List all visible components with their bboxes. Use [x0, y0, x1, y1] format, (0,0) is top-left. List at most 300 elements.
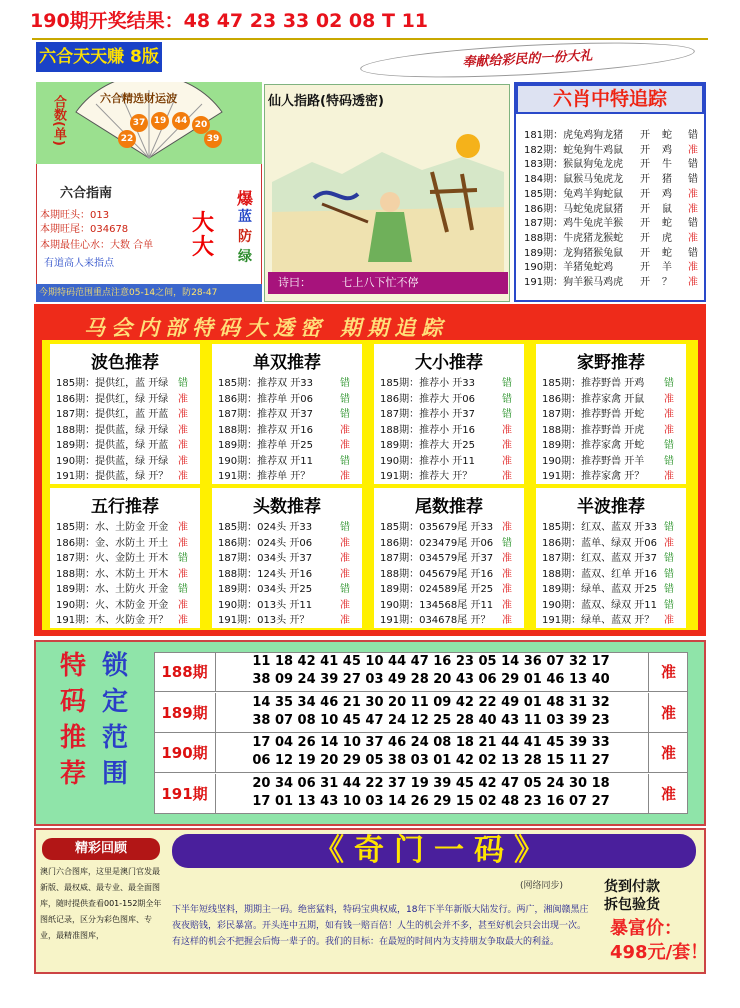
- tracker-result: 准: [688, 232, 698, 244]
- card-row: [542, 611, 654, 625]
- tracker-animals: 羊猪兔蛇鸡: [563, 262, 614, 274]
- card-row-text: 188期：提供蓝，绿 开绿: [56, 424, 169, 436]
- card-row-text: 188期：水、木防土 开木: [56, 568, 169, 580]
- card-row-result: 准: [502, 553, 512, 564]
- fan-label: 合数(单): [51, 95, 66, 146]
- card-row: [380, 611, 490, 625]
- card-row-result: 错: [664, 378, 674, 389]
- card-row-result: 错: [664, 522, 674, 533]
- card-row: [542, 390, 644, 404]
- spec-char: 范: [102, 723, 129, 753]
- card-row: [56, 421, 168, 435]
- tracker-result: 准: [688, 203, 698, 215]
- card-row: [542, 374, 644, 388]
- card-row-result: 准: [178, 568, 188, 580]
- card-row-text: 189期：034头 开25: [218, 584, 313, 595]
- card-row-result: 错: [340, 455, 350, 467]
- tracker-row: [524, 258, 702, 273]
- card-row: [218, 611, 309, 625]
- tracker-period: 187期：: [524, 218, 564, 230]
- card-row-result: 准: [340, 615, 350, 626]
- prediction-card: [212, 344, 362, 484]
- review-title: 精彩回顾: [42, 838, 160, 860]
- special-left-chars: [60, 648, 86, 792]
- fan-ball: 39: [204, 130, 222, 148]
- card-row-text: 190期：推荐小 开11: [380, 455, 475, 467]
- card-row-result: 错: [178, 584, 188, 595]
- card-row-result: 准: [178, 599, 188, 611]
- special-right-chars: [102, 648, 128, 792]
- card-row: [56, 518, 168, 532]
- tracker-row: [524, 273, 702, 288]
- card-row-text: 187期：推荐双 开37: [218, 409, 313, 420]
- guide-big-1: 大: [192, 211, 215, 236]
- card-row-result: 准: [664, 409, 674, 420]
- qimen-title: 《奇门一码》: [314, 833, 554, 868]
- spec-char: 定: [102, 687, 129, 717]
- card-row: [380, 405, 475, 419]
- card-row: [56, 580, 168, 594]
- tracker-result: 错: [688, 159, 698, 171]
- tracker-kai: 开: [640, 159, 650, 171]
- card-row-text: 189期：提供蓝，绿 开蓝: [56, 440, 169, 451]
- band-title: 马会内部特码大透密 期期追踪: [84, 316, 449, 340]
- card-row-result: 准: [178, 455, 188, 467]
- card-row: [218, 549, 312, 563]
- promo-text: 下半年短线坚料，期期主一码。绝密猛料，特码宝典权威，18年下半年新版大陆发行。两广，湘闽赣黑庄夜夜赔钱，彩民暴富。开头连中五期，如有钱一赔百倍！人生的机会并不多，甚至好机会只会出现一次。有这样的机会不把握会后悔一辈子的。我们的目标：在最短的时间内为支持朋友争取最大的利益。: [172, 905, 589, 947]
- tracker-kai: 开: [640, 277, 650, 288]
- card-row: [218, 534, 312, 548]
- fan-ball: 20: [192, 116, 210, 134]
- card-row-result: 准: [664, 424, 674, 436]
- card-row-text: 185期：水、土防金 开金: [56, 522, 169, 533]
- price-label: 暴富价：: [610, 918, 682, 939]
- tracker-row: [524, 185, 702, 200]
- card-row: [380, 421, 475, 435]
- card-row-result: 准: [340, 440, 350, 451]
- prediction-card: [50, 488, 200, 628]
- card-row-text: 189期：推荐家禽 开蛇: [542, 440, 645, 451]
- guide-title: 六合指南: [60, 186, 113, 201]
- card-row: [218, 436, 313, 450]
- card-row-result: 错: [178, 378, 188, 389]
- special-numbers: [216, 775, 646, 811]
- card-row-result: 错: [502, 378, 512, 389]
- price-value: 498元/套！: [610, 942, 709, 963]
- tracker-zodiac: 牛: [662, 159, 672, 171]
- mid-title: 仙人指路(特码透密): [268, 94, 384, 109]
- poem-bar: [268, 272, 508, 294]
- tracker-period: 186期：: [524, 203, 564, 215]
- tracker-result: 准: [688, 188, 698, 200]
- tracker-period: 184期：: [524, 174, 564, 186]
- guide-row: 本期旺头：013: [40, 210, 110, 221]
- card-row-result: 错: [664, 455, 674, 467]
- card-title: 单双推荐: [253, 353, 321, 373]
- tracker-kai: 开: [640, 232, 650, 244]
- card-row-result: 准: [178, 537, 188, 549]
- spec-char: 围: [102, 759, 129, 789]
- prediction-card: [536, 488, 686, 628]
- card-row: [56, 452, 168, 466]
- card-row-text: 191期：034678尾 开？: [380, 615, 491, 626]
- special-numbers: [216, 694, 646, 730]
- brand-badge: 六合天天赚 8版: [36, 42, 162, 72]
- divider: [32, 38, 708, 40]
- card-row: [218, 452, 313, 466]
- spec-char: 推: [60, 723, 87, 753]
- spec-char: 锁: [102, 651, 129, 681]
- card-row-result: 准: [502, 424, 512, 436]
- card-row-result: 错: [340, 409, 350, 420]
- tracker-period: 181期：: [524, 130, 564, 141]
- card-row-result: 错: [178, 553, 188, 564]
- card-row-result: 准: [340, 424, 350, 436]
- card-row: [542, 549, 657, 563]
- tracker-row: [524, 141, 702, 156]
- card-row-text: 185期：推荐野兽 开鸡: [542, 378, 645, 389]
- tracker-title: 六肖中特追踪: [516, 84, 704, 114]
- card-row-result: 错: [664, 599, 674, 611]
- card-row: [380, 596, 493, 610]
- card-row: [542, 518, 657, 532]
- tracker-result: 准: [688, 262, 698, 274]
- card-row-result: 准: [502, 440, 512, 451]
- tracker-animals: 虎兔鸡狗龙猪: [563, 130, 624, 141]
- card-row-text: 186期：蓝单、绿双 开06: [542, 537, 657, 549]
- tracker-animals: 鼠猴马兔虎龙: [563, 174, 624, 186]
- tracker-zodiac: 鸡: [662, 188, 672, 200]
- tracker-zodiac: 羊: [662, 262, 672, 274]
- tracker-animals: 马蛇兔虎鼠猪: [563, 203, 624, 215]
- card-row: [542, 596, 657, 610]
- card-row-result: 准: [340, 537, 350, 549]
- card-row-result: 准: [502, 522, 512, 533]
- spec-char: 荐: [60, 759, 87, 789]
- card-row-result: 准: [664, 471, 674, 482]
- guide-foot: 今期特码范围重点注意05-14之间，防28-47: [36, 284, 262, 302]
- card-row: [542, 580, 657, 594]
- tracker-result: 准: [688, 277, 698, 288]
- card-row-result: 错: [502, 537, 512, 549]
- card-row: [218, 374, 313, 388]
- tracker-period: 188期：: [524, 232, 564, 244]
- tracker-period: 190期：: [524, 262, 564, 274]
- special-row: [154, 693, 688, 733]
- special-period: 189期: [154, 693, 216, 733]
- card-row-result: 准: [178, 440, 188, 451]
- special-line: 17 04 26 14 10 37 46 24 08 18 21 44 41 45 39 33: [252, 735, 610, 750]
- tracker-row: [524, 200, 702, 215]
- card-row: [56, 549, 168, 563]
- guide-big-2: 大: [192, 235, 215, 260]
- pay-inspect: 拆包验货: [604, 897, 660, 913]
- card-row-text: 187期：034579尾 开37: [380, 553, 494, 564]
- fan-title: 六合精选财运波: [100, 92, 177, 105]
- pay-cod: 货到付款: [604, 879, 660, 895]
- card-row-text: 188期：推荐野兽 开虎: [542, 424, 645, 436]
- card-row-text: 186期：推荐大 开06: [380, 393, 475, 405]
- card-row-result: 准: [502, 471, 512, 482]
- card-row-result: 错: [502, 409, 512, 420]
- spec-char: 码: [60, 687, 87, 717]
- side-char: 防: [238, 229, 252, 245]
- special-result: 准: [648, 774, 688, 814]
- card-row: [380, 534, 493, 548]
- card-row-text: 190期：火、木防金 开金: [56, 599, 169, 611]
- card-row-result: 准: [178, 424, 188, 436]
- special-result: 准: [648, 693, 688, 733]
- card-row: [56, 534, 168, 548]
- special-line: 14 35 34 46 21 30 20 11 09 42 22 49 01 48 31 32: [252, 694, 610, 710]
- card-row-text: 186期：023479尾 开06: [380, 537, 494, 549]
- card-row: [542, 405, 644, 419]
- card-row-text: 188期：推荐小 开16: [380, 424, 475, 436]
- tracker-result: 准: [688, 144, 698, 156]
- guide-row: 有道高人来指点: [44, 258, 114, 269]
- card-title: 大小推荐: [415, 353, 483, 373]
- card-row: [56, 596, 168, 610]
- draw-result: 190期开奖结果：48 47 23 33 02 08 T 11: [30, 10, 429, 32]
- card-row-text: 191期：木、火防金 开？: [56, 615, 169, 626]
- special-numbers: [216, 734, 646, 770]
- card-row: [218, 596, 312, 610]
- card-row-text: 185期：红双、蓝双 开33: [542, 522, 657, 533]
- prediction-card: [374, 344, 524, 484]
- card-row-result: 准: [664, 615, 674, 626]
- tracker-period: 183期：: [524, 159, 564, 171]
- guide-row: 本期最佳心水：大数 合单: [40, 240, 154, 251]
- card-row-text: 188期：蓝双、红单 开16: [542, 568, 657, 580]
- card-row-text: 191期：推荐大 开？: [380, 471, 473, 482]
- tracker-result: 错: [688, 174, 698, 186]
- card-row: [542, 436, 644, 450]
- card-row-result: 准: [502, 615, 512, 626]
- tracker-animals: 牛虎猪龙猴蛇: [563, 232, 624, 244]
- card-row-text: 186期：024头 开06: [218, 537, 313, 549]
- net-sync: (网络同步): [520, 881, 564, 891]
- card-row: [380, 549, 493, 563]
- fan-ball: 22: [118, 130, 136, 148]
- card-row-text: 191期：推荐家禽 开？: [542, 471, 645, 482]
- prediction-card: [536, 344, 686, 484]
- card-row-text: 189期：推荐单 开25: [218, 440, 313, 451]
- prediction-card: [50, 344, 200, 484]
- card-row-result: 准: [340, 599, 350, 611]
- tracker-row: [524, 229, 702, 244]
- tracker-zodiac: 鼠: [662, 203, 672, 215]
- special-row: [154, 652, 688, 692]
- card-row-text: 187期：红双、蓝双 开37: [542, 553, 657, 564]
- card-row: [380, 580, 493, 594]
- special-period: 190期: [154, 733, 216, 773]
- tracker-zodiac: 虎: [662, 232, 672, 244]
- card-row: [542, 565, 657, 579]
- card-title: 五行推荐: [91, 497, 159, 517]
- card-row-text: 190期：134568尾 开11: [380, 599, 494, 611]
- card-row-result: 准: [178, 471, 188, 482]
- card-row-result: 错: [340, 393, 350, 405]
- card-row-text: 188期：045679尾 开16: [380, 568, 494, 580]
- tracker-animals: 鸡牛兔虎羊猴: [563, 218, 624, 230]
- tracker-zodiac: 鸡: [662, 144, 672, 156]
- card-row: [218, 421, 313, 435]
- card-row: [218, 405, 313, 419]
- card-row-result: 准: [178, 615, 188, 626]
- special-line: 11 18 42 41 45 10 44 47 16 23 05 14 36 07 32 17: [252, 654, 610, 669]
- special-row: [154, 733, 688, 773]
- card-row-text: 190期：提供蓝，绿 开绿: [56, 455, 169, 467]
- card-row-text: 190期：推荐野兽 开羊: [542, 455, 645, 467]
- card-row-result: 准: [502, 599, 512, 611]
- card-row-text: 191期：推荐单 开？: [218, 471, 311, 482]
- card-row-text: 187期：034头 开37: [218, 553, 313, 564]
- card-row-text: 191期：绿单、蓝双 开？: [542, 615, 655, 626]
- card-row: [218, 565, 312, 579]
- tracker-zodiac: 蛇: [662, 130, 672, 141]
- card-row-result: 准: [502, 568, 512, 580]
- special-period: 188期: [154, 652, 216, 692]
- special-line: 38 07 08 10 45 47 24 12 25 28 40 43 11 03 39 23: [252, 712, 610, 728]
- poem-text: 七上八下忙不停: [341, 276, 419, 289]
- card-row: [56, 467, 168, 481]
- card-row-result: 错: [664, 568, 674, 580]
- special-row: [154, 774, 688, 814]
- tracker-period: 191期：: [524, 277, 564, 288]
- tracker-animals: 龙狗猪猴兔鼠: [563, 247, 624, 259]
- card-row: [542, 467, 644, 481]
- card-row: [218, 580, 312, 594]
- card-row: [542, 421, 644, 435]
- card-row: [218, 518, 312, 532]
- tracker-kai: 开: [640, 130, 650, 141]
- card-row-text: 188期：124头 开16: [218, 568, 313, 580]
- card-title: 家野推荐: [577, 353, 645, 373]
- special-line: 38 09 24 39 27 03 49 28 20 43 06 29 01 46 13 40: [252, 672, 610, 687]
- card-row-text: 187期：推荐小 开37: [380, 409, 475, 420]
- card-row-text: 187期：火、金防土 开木: [56, 553, 169, 564]
- card-row-text: 185期：推荐双 开33: [218, 378, 313, 389]
- special-result: 准: [648, 733, 688, 773]
- tracker-kai: 开: [640, 203, 650, 215]
- prediction-card: [374, 488, 524, 628]
- special-period: 191期: [154, 774, 216, 814]
- special-line: 20 34 06 31 44 22 37 19 39 45 42 47 05 24 30 18: [252, 775, 610, 791]
- card-row-text: 186期：推荐家禽 开鼠: [542, 393, 645, 405]
- immortal-scene-icon: [272, 112, 504, 272]
- card-row-text: 190期：蓝双、绿双 开11: [542, 599, 657, 611]
- card-row: [218, 390, 313, 404]
- card-row-text: 187期：推荐野兽 开蛇: [542, 409, 645, 420]
- card-row-text: 189期：推荐大 开25: [380, 440, 475, 451]
- card-row: [542, 534, 657, 548]
- tracker-row: [524, 214, 702, 229]
- card-row: [56, 390, 168, 404]
- card-row-result: 错: [340, 378, 350, 389]
- tracker-result: 错: [688, 247, 698, 259]
- card-row-text: 189期：绿单、蓝双 开25: [542, 584, 657, 595]
- card-title: 头数推荐: [253, 497, 321, 517]
- tracker-period: 189期：: [524, 247, 564, 259]
- tracker-zodiac: 猪: [662, 174, 672, 186]
- card-row: [380, 374, 475, 388]
- card-title: 尾数推荐: [415, 497, 483, 517]
- tracker-animals: 蛇兔狗牛鸡鼠: [563, 144, 624, 156]
- card-row: [380, 390, 475, 404]
- card-row-text: 190期：013头 开11: [218, 599, 313, 611]
- review-text: 澳门六合图库，这里是澳门官发最新版、最权威、最专业、最全面图库，随时提供查看001-152期全年图纸记录，区分为彩色图库、专业，最精准图库，: [40, 867, 162, 940]
- card-row-result: 准: [664, 537, 674, 549]
- card-row-result: 准: [340, 471, 350, 482]
- card-row-text: 187期：提供红，蓝 开蓝: [56, 409, 169, 420]
- special-line: 17 01 13 43 10 03 14 26 29 15 02 48 23 16 07 27: [252, 793, 610, 809]
- tracker-kai: 开: [640, 262, 650, 274]
- tracker-result: 错: [688, 218, 698, 230]
- card-row-text: 185期：024头 开33: [218, 522, 313, 533]
- card-row: [56, 374, 168, 388]
- fan-ball: 19: [151, 112, 169, 130]
- tracker-kai: 开: [640, 174, 650, 186]
- spec-char: 特: [60, 651, 87, 681]
- card-title: 半波推荐: [577, 497, 645, 517]
- special-numbers: [216, 653, 646, 689]
- card-row-result: 错: [664, 584, 674, 595]
- card-row-result: 准: [502, 584, 512, 595]
- card-row-text: 190期：推荐双 开11: [218, 455, 313, 467]
- card-row-result: 错: [502, 393, 512, 405]
- card-row-result: 错: [340, 584, 350, 595]
- fan-ball: 44: [172, 112, 190, 130]
- tracker-row: [524, 126, 702, 141]
- card-row-text: 186期：推荐单 开06: [218, 393, 313, 405]
- card-row-result: 准: [178, 393, 188, 405]
- card-row: [56, 405, 168, 419]
- card-row-result: 准: [664, 393, 674, 405]
- card-title: 波色推荐: [91, 353, 159, 373]
- card-row: [56, 611, 168, 625]
- card-row-result: 准: [502, 455, 512, 467]
- tracker-zodiac: ？: [662, 277, 672, 288]
- card-row-result: 准: [340, 553, 350, 564]
- card-row: [380, 518, 493, 532]
- card-row-result: 错: [340, 522, 350, 533]
- fan-ball: 37: [130, 114, 148, 132]
- card-row: [218, 467, 310, 481]
- card-row: [56, 565, 168, 579]
- tracker-kai: 开: [640, 144, 650, 156]
- special-line: 06 12 19 20 29 05 38 03 01 42 02 13 28 15 11 27: [252, 753, 610, 768]
- card-row-result: 准: [178, 409, 188, 420]
- tracker-zodiac: 蛇: [662, 247, 672, 259]
- card-row: [542, 452, 644, 466]
- tracker-row: [524, 244, 702, 259]
- tracker-period: 185期：: [524, 188, 564, 200]
- poem-label: 诗曰：: [278, 276, 311, 289]
- card-row-text: 188期：推荐双 开16: [218, 424, 313, 436]
- card-row: [380, 565, 493, 579]
- card-row-text: 189期：水、土防火 开金: [56, 584, 169, 595]
- card-row-text: 185期：035679尾 开33: [380, 522, 494, 533]
- card-row: [380, 467, 472, 481]
- guide-row: 本期旺尾：034678: [40, 224, 129, 235]
- tracker-kai: 开: [640, 247, 650, 259]
- tracker-zodiac: 蛇: [662, 218, 672, 230]
- tracker-kai: 开: [640, 218, 650, 230]
- card-row-result: 准: [178, 522, 188, 533]
- card-row-result: 准: [340, 568, 350, 580]
- card-row: [380, 452, 475, 466]
- card-row-result: 错: [664, 440, 674, 451]
